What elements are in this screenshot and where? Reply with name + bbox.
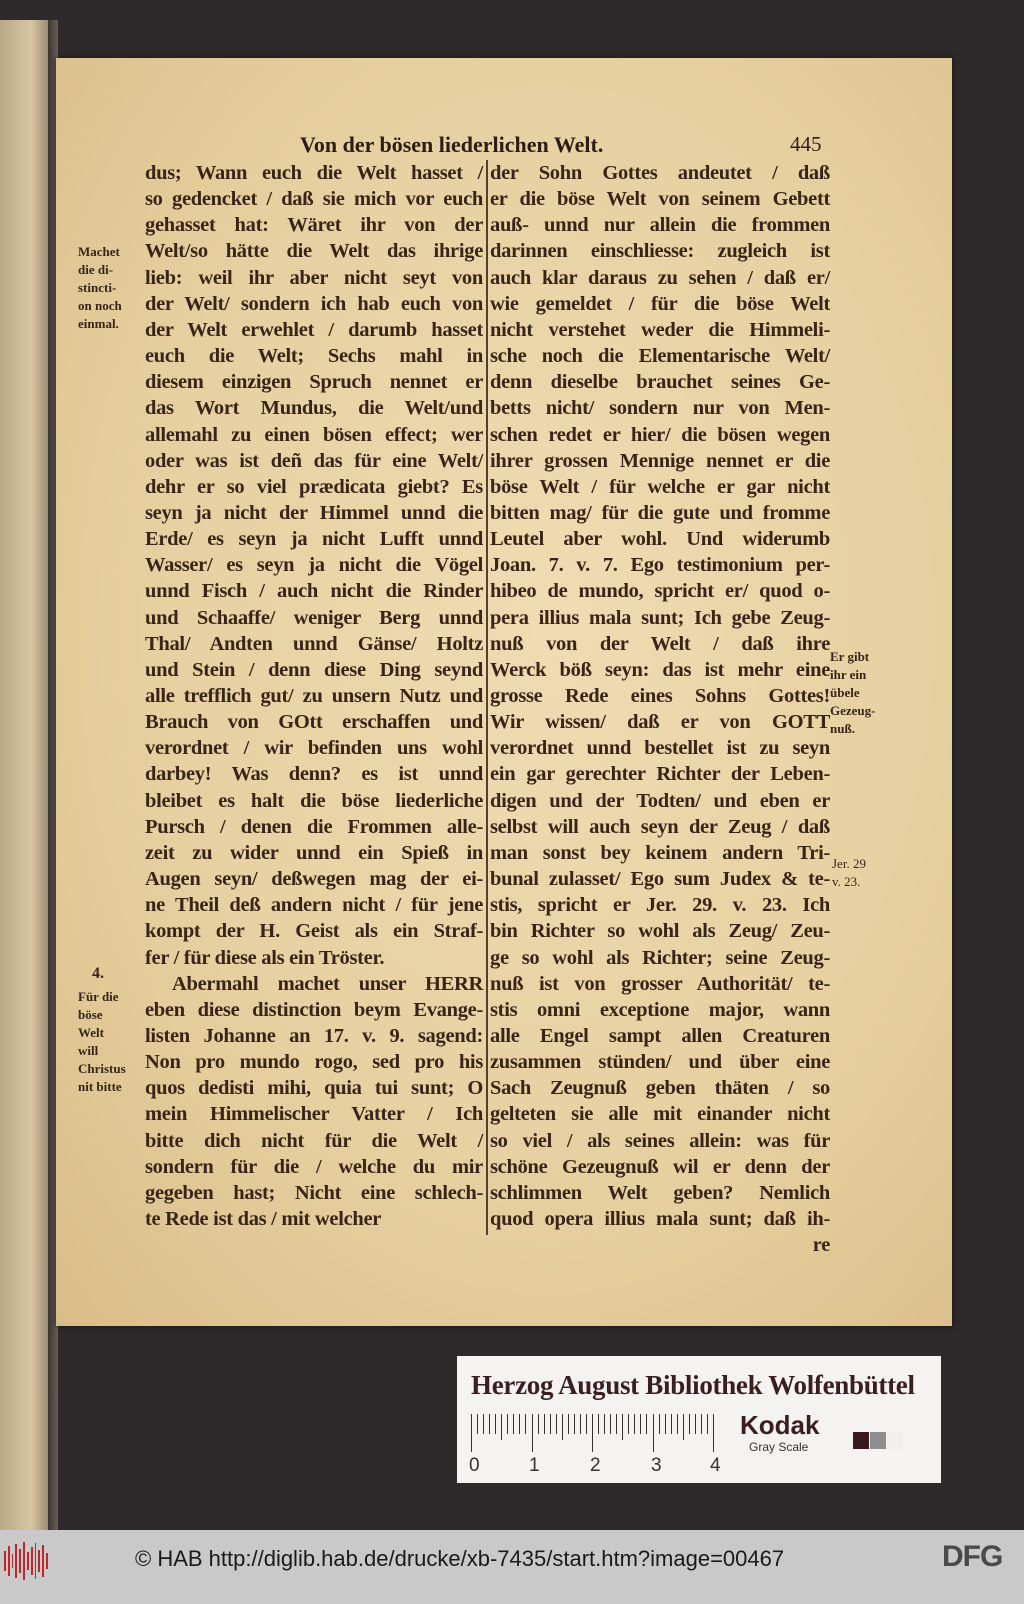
ruler-tick — [689, 1414, 690, 1434]
ruler-tick — [477, 1414, 478, 1434]
text-line: Wir wissen/ daß er von GOTT — [490, 711, 830, 734]
text-line: euch die Welt; Sechs mahl in — [145, 345, 483, 368]
copyright-url[interactable]: © HAB http://diglib.hab.de/drucke/xb-7435/start.htm?image=00467 — [135, 1546, 785, 1571]
ruler-tick — [646, 1414, 647, 1434]
ruler-tick — [580, 1414, 581, 1434]
ruler-tick — [532, 1414, 533, 1452]
ruler-tick — [489, 1414, 490, 1434]
text-line: betts nicht/ sondern nur von Men- — [490, 397, 830, 420]
text-line: bitten mag/ für die gute und fromme — [490, 501, 830, 524]
text-line: nuß ist von grosser Authorität/ te- — [490, 972, 830, 995]
ruler-tick — [495, 1414, 496, 1434]
ruler-tick — [707, 1414, 708, 1434]
ruler-tick — [538, 1414, 539, 1434]
text-line: auch klar daraus zu sehen / daß er/ — [490, 266, 830, 289]
logo-bar — [4, 1551, 6, 1571]
text-line: Leutel aber wohl. Und widerumb — [490, 528, 830, 551]
text-line: man sonst bey keinem andern Tri- — [490, 841, 830, 864]
ruler-label: 1 — [529, 1455, 540, 1476]
ruler-tick — [562, 1414, 563, 1440]
text-line: ne Theil deß andern nicht / für jene — [145, 894, 483, 917]
text-line: selbst will auch seyn der Zeug / daß — [490, 815, 830, 838]
ruler-tick — [653, 1414, 654, 1452]
text-line: ihrer grossen Mennige nennet er die — [490, 449, 830, 472]
logo-bar — [15, 1544, 17, 1578]
text-line: oder was ist deñ das für eine Welt/ — [145, 449, 483, 472]
text-line: eben diese distinction beym Evange- — [145, 998, 483, 1021]
text-line: Abermahl machet unser HERR — [172, 972, 483, 995]
text-line: nicht verstehet weder die Himmeli- — [490, 318, 830, 341]
text-line: das Wort Mundus, die Welt/und — [145, 397, 483, 420]
text-line: verordnet / wir befinden uns wohl — [145, 737, 483, 760]
text-line: auß- unnd nur allein die frommen — [490, 214, 830, 237]
ruler-tick — [713, 1414, 714, 1452]
text-line: so gedencket / daß sie mich vor euch — [145, 188, 483, 211]
ruler-tick — [683, 1414, 684, 1440]
text-line: bunal zulasset/ Ego sum Judex & te- — [490, 868, 830, 891]
gray-scale-label: Gray Scale — [749, 1440, 809, 1454]
text-line: listen Johanne an 17. v. 9. sagend: — [145, 1024, 483, 1047]
text-line: Sach Zeugnuß geben thäten / so — [490, 1077, 830, 1100]
text-line: nuß von der Welt / daß ihre — [490, 632, 830, 655]
text-line: Erde/ es seyn ja nicht Lufft unnd — [145, 528, 483, 551]
ruler-tick — [556, 1414, 557, 1434]
kodak-logo: Kodak — [740, 1410, 820, 1440]
logo-bar — [46, 1553, 48, 1569]
text-line: wie gemeldet / für die böse Welt — [490, 292, 830, 315]
logo-bar — [27, 1552, 29, 1570]
color-calibration-card — [457, 1356, 941, 1483]
ruler-tick — [659, 1414, 660, 1434]
ruler-label: 3 — [651, 1455, 662, 1476]
text-line: der Welt erwehlet / darumb hasset — [145, 318, 483, 341]
logo-bar — [19, 1549, 21, 1573]
text-line: lieb: weil ihr aber nicht seyt von — [145, 266, 483, 289]
footer-bar — [0, 1530, 1024, 1604]
ruler-tick — [519, 1414, 520, 1434]
ruler-tick — [701, 1414, 702, 1434]
ruler-tick — [610, 1414, 611, 1434]
text-line: stis, spricht er Jer. 29. v. 23. Ich — [490, 894, 830, 917]
text-line: Pursch / denen die Frommen alle- — [145, 815, 483, 838]
margin-note: Machet die di- stincti- on noch einmal. — [78, 244, 122, 331]
text-line: grosse Rede eines Sohns Gottes! — [490, 685, 830, 707]
ruler-tick — [695, 1414, 696, 1434]
page-number: 445 — [790, 132, 822, 156]
ruler-tick — [471, 1414, 472, 1452]
margin-note-number: 4. — [92, 965, 104, 982]
hab-logo-icon — [4, 1542, 48, 1580]
ruler-label: 0 — [469, 1455, 480, 1476]
ruler-tick — [640, 1414, 641, 1434]
text-line: alle trefflich gut/ zu unsern Nutz und — [145, 685, 483, 707]
text-line: Brauch von GOtt erschaffen und — [145, 711, 483, 734]
text-line: bin Richter so wohl als Zeug/ Zeu- — [490, 920, 830, 943]
library-name: Herzog August Bibliothek Wolfenbüttel — [471, 1370, 915, 1400]
text-line: kompt der H. Geist als ein Straf- — [145, 920, 483, 943]
ruler-tick — [622, 1414, 623, 1440]
ruler-tick — [616, 1414, 617, 1434]
logo-bar — [38, 1550, 40, 1572]
text-line: fer / für diese als ein Tröster. — [145, 946, 385, 969]
text-line: böse Welt / für welche er gar nicht — [490, 475, 830, 498]
logo-bar — [12, 1554, 14, 1568]
ruler-scale — [471, 1414, 733, 1452]
text-line: so viel / als seines allein: was für — [490, 1129, 830, 1152]
ruler-tick — [628, 1414, 629, 1434]
text-line: te Rede ist das / mit welcher — [145, 1208, 382, 1230]
text-line: hibeo de mundo, spricht er/ quod o- — [490, 580, 830, 603]
text-line: gelteten sie alle mit einander nicht — [490, 1103, 830, 1126]
text-line: diesem einzigen Spruch nennet er — [145, 371, 483, 394]
margin-note: Er gibt ihr ein übele Gezeug- nuß. — [830, 649, 876, 736]
text-line: der Sohn Gottes andeutet / daß — [490, 162, 830, 184]
logo-bar — [42, 1545, 44, 1577]
margin-note: Für die böse Welt will Christus nit bitte — [78, 989, 126, 1094]
text-line: sondern für die / welche du mir — [145, 1155, 483, 1178]
ruler-tick — [483, 1414, 484, 1434]
logo-bar — [35, 1543, 37, 1579]
text-line: sche noch die Elementarische Welt/ — [490, 345, 830, 368]
text-line: zusammen stünden/ und über eine — [490, 1051, 830, 1074]
gray-swatch-light — [887, 1432, 903, 1449]
ruler-tick — [592, 1414, 593, 1452]
ruler-tick — [598, 1414, 599, 1434]
text-line: alle Engel sampt allen Creaturen — [490, 1024, 830, 1047]
text-line: und Stein / denn diese Ding seynd — [145, 658, 483, 681]
text-line: Wasser/ es seyn ja nicht die Vögel — [145, 554, 483, 577]
text-line: zeit zu wider unnd ein Spieß in — [145, 841, 483, 864]
text-line: quos dedisti mihi, quia tui sunt; O — [145, 1077, 483, 1100]
ruler-tick — [604, 1414, 605, 1434]
text-line: darinnen einschliesse: zugleich ist — [490, 240, 830, 263]
column-rule — [486, 160, 488, 1235]
text-line: gehasset hat: Wäret ihr von der — [145, 214, 483, 237]
ruler-tick — [501, 1414, 502, 1440]
ruler-label: 4 — [710, 1455, 721, 1476]
text-line: quod opera illius mala sunt; daß ih- — [490, 1208, 830, 1230]
text-line: Thal/ Andten unnd Gänse/ Holtz — [145, 632, 483, 655]
text-line: mein Himmelischer Vatter / Ich — [145, 1103, 483, 1126]
text-line: schlimmen Welt geben? Nemlich — [490, 1181, 830, 1204]
previous-page-edge — [0, 20, 52, 1530]
text-line: er die böse Welt von seinem Gebett — [490, 188, 830, 211]
text-line: ge so wohl als Richter; seine Zeug- — [490, 946, 830, 969]
text-line: Non pro mundo rogo, sed pro his — [145, 1051, 483, 1074]
gray-swatch-mid — [870, 1432, 886, 1449]
ruler-tick — [544, 1414, 545, 1434]
dfg-logo: DFG — [942, 1540, 1003, 1573]
text-line: darbey! Was denn? es ist unnd — [145, 763, 483, 786]
text-line: digen und der Todten/ und eben er — [490, 789, 830, 812]
ruler-tick — [525, 1414, 526, 1434]
ruler-tick — [677, 1414, 678, 1434]
ruler-tick — [507, 1414, 508, 1434]
text-line: schen redet er hier/ die bösen wegen — [490, 423, 830, 446]
text-line: dehr er so viel prædicata giebt? Es — [145, 475, 483, 498]
ruler-tick — [550, 1414, 551, 1434]
text-line: unnd Fisch / auch nicht die Rinder — [145, 580, 483, 603]
text-line: Werck böß seyn: das ist mehr eine — [490, 658, 830, 681]
text-line: allemahl zu einen bösen effect; wer — [145, 423, 483, 446]
ruler-tick — [513, 1414, 514, 1434]
text-line: verordnet unnd bestellet ist zu seyn — [490, 737, 830, 760]
ruler-tick — [586, 1414, 587, 1434]
ruler-tick — [671, 1414, 672, 1434]
text-line: bitte dich nicht für die Welt / — [145, 1129, 483, 1152]
text-line: seyn ja nicht der Himmel unnd die — [145, 501, 483, 524]
logo-bar — [31, 1547, 33, 1575]
text-line: bleibet es halt die böse liederliche — [145, 789, 483, 812]
text-line: und Schaaffe/ weniger Berg unnd — [145, 606, 483, 629]
text-line: denn dieselbe brauchet seines Ge- — [490, 371, 830, 394]
text-line: ein gar gerechter Richter der Leben- — [490, 763, 830, 786]
margin-note: Jer. 29 v. 23. — [832, 856, 866, 889]
text-line: dus; Wann euch die Welt hasset / — [145, 162, 483, 184]
text-line: re — [812, 1234, 830, 1257]
ruler-tick — [574, 1414, 575, 1434]
text-line: Joan. 7. v. 7. Ego testimonium per- — [490, 554, 830, 577]
text-line: der Welt/ sondern ich hab euch von — [145, 292, 483, 315]
running-head: Von der bösen liederlichen Welt. — [300, 132, 604, 157]
ruler-label: 2 — [590, 1455, 601, 1476]
text-line: pera illius mala sunt; Ich gebe Zeug- — [490, 606, 830, 629]
text-line: Welt/so hätte die Welt das ihrige — [145, 240, 483, 263]
text-line: Augen seyn/ deßwegen mag der ei- — [145, 868, 483, 891]
ruler-tick — [634, 1414, 635, 1434]
ruler-tick — [665, 1414, 666, 1434]
text-line: gegeben hast; Nicht eine schlech- — [145, 1181, 483, 1204]
logo-bar — [23, 1542, 25, 1580]
text-line: schöne Gezeugnuß wil er denn der — [490, 1155, 830, 1178]
ruler-tick — [568, 1414, 569, 1434]
logo-bar — [8, 1546, 10, 1576]
gray-swatch-dark — [853, 1432, 869, 1449]
text-line: stis omni exceptione major, wann — [490, 998, 830, 1021]
